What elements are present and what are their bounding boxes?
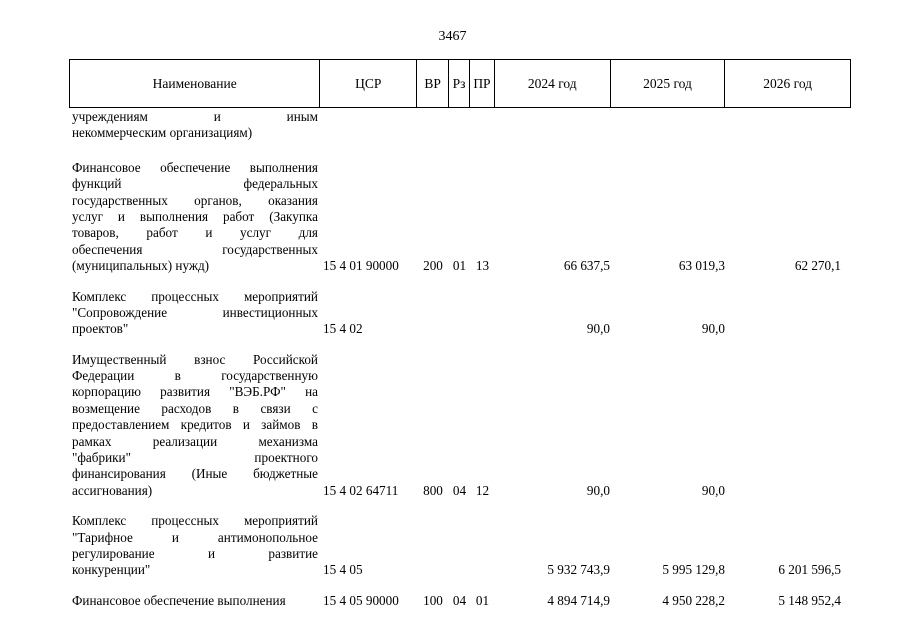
row-name <box>69 160 320 275</box>
row-csr: 15 4 02 64711 <box>323 482 399 498</box>
header-pr: ПР <box>470 60 495 107</box>
row-name-line: корпорацию развития "ВЭБ.РФ" на <box>72 384 318 400</box>
row-name-line: Финансовое обеспечение выполнения <box>72 159 318 175</box>
table-row <box>69 513 851 579</box>
row-csr: 15 4 05 <box>323 562 363 578</box>
header-vr: ВР <box>417 60 449 107</box>
row-pr: 13 <box>475 258 490 274</box>
row-name <box>69 513 320 579</box>
row-2024: 90,0 <box>586 482 610 498</box>
row-2024: 66 637,5 <box>563 258 610 274</box>
row-2025: 5 995 129,8 <box>662 562 725 578</box>
row-csr: 15 4 01 90000 <box>323 258 399 274</box>
table-row <box>69 109 851 142</box>
row-rz: 01 <box>452 258 467 274</box>
row-name-line: Федерации в государственную <box>72 368 318 384</box>
row-name <box>69 593 320 609</box>
row-vr: 100 <box>423 592 443 608</box>
row-vr: 800 <box>423 482 443 498</box>
row-name-line: Финансовое обеспечение выполнения <box>72 592 286 608</box>
row-name-line: проектов" <box>72 321 129 337</box>
table-header <box>69 59 851 108</box>
row-name-line: функций федеральных <box>72 176 318 192</box>
row-name-line: учреждениям и иным <box>72 109 318 124</box>
header-csr: ЦСР <box>320 60 417 107</box>
table-row <box>69 593 851 609</box>
row-name-line: Комплекс процессных мероприятий <box>72 513 318 529</box>
row-name <box>69 352 320 500</box>
row-csr: 15 4 02 <box>323 321 363 337</box>
row-name-line: финансирования (Иные бюджетные <box>72 466 318 482</box>
row-csr: 15 4 05 90000 <box>323 592 399 608</box>
row-pr: 01 <box>475 592 490 608</box>
row-name-line: государственных органов, оказания <box>72 192 318 208</box>
row-2025: 90,0 <box>701 321 725 337</box>
row-2026: 5 148 952,4 <box>778 592 841 608</box>
table-row <box>69 160 851 275</box>
row-name-line: конкуренции" <box>72 562 151 578</box>
table-row <box>69 352 851 500</box>
row-2026: 62 270,1 <box>794 258 841 274</box>
row-name-line: рамках реализации механизма <box>72 433 318 449</box>
row-2024: 90,0 <box>586 321 610 337</box>
row-name <box>69 289 320 338</box>
row-2025: 63 019,3 <box>678 258 725 274</box>
row-name-line: предоставлением кредитов и займов в <box>72 417 318 433</box>
row-name-line: возмещение расходов в связи с <box>72 400 318 416</box>
row-vr: 200 <box>423 258 443 274</box>
row-name-line: Имущественный взнос Российской <box>72 351 318 367</box>
row-name-line: "Сопровождение инвестиционных <box>72 304 318 320</box>
row-name-line: некоммерческим организациям) <box>72 125 253 141</box>
row-name-line: обеспечения государственных <box>72 241 318 257</box>
header-2026: 2026 год <box>763 75 813 91</box>
table-row <box>69 289 851 338</box>
header-rz: Рз <box>449 60 470 107</box>
row-2024: 4 894 714,9 <box>547 592 610 608</box>
row-name <box>69 109 320 142</box>
row-2026: 6 201 596,5 <box>778 562 841 578</box>
row-pr: 12 <box>475 482 490 498</box>
row-name-line: (муниципальных) нужд) <box>72 258 210 274</box>
row-name-line: товаров, работ и услуг для <box>72 225 318 241</box>
table-body <box>69 109 851 623</box>
row-rz: 04 <box>452 592 467 608</box>
row-name-line: "фабрики" проектного <box>72 450 318 466</box>
row-name-line: ассигнования) <box>72 482 153 498</box>
header-name: Наименование <box>70 60 320 107</box>
row-name-line: услуг и выполнения работ (Закупка <box>72 208 318 224</box>
row-rz: 04 <box>452 482 467 498</box>
row-2025: 90,0 <box>701 482 725 498</box>
row-name-line: "Тарифное и антимонопольное <box>72 529 318 545</box>
page-number: 3467 <box>438 29 467 44</box>
header-2025: 2025 год <box>611 60 726 107</box>
row-name-line: Комплекс процессных мероприятий <box>72 288 318 304</box>
header-2024: 2024 год <box>495 60 611 107</box>
row-2024: 5 932 743,9 <box>547 562 610 578</box>
row-name-line: регулирование и развитие <box>72 545 318 561</box>
row-2025: 4 950 228,2 <box>662 592 725 608</box>
